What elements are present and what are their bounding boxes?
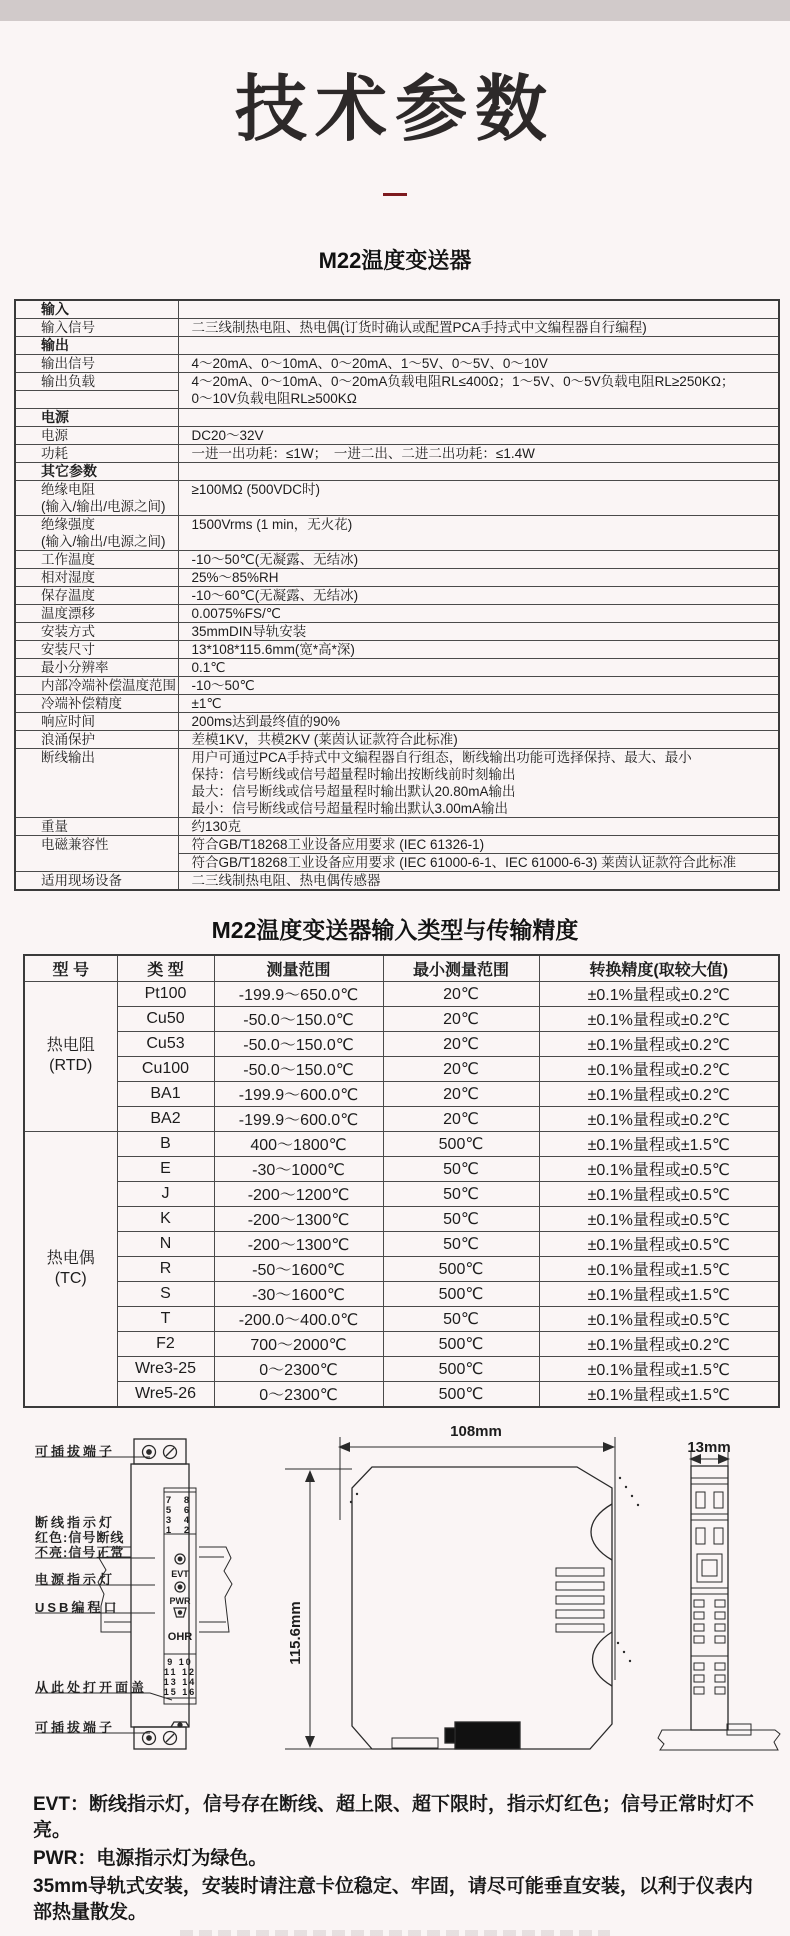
spec-row — [15, 817, 779, 835]
accuracy-cell: 500℃ — [383, 1131, 539, 1156]
accuracy-cell: J — [117, 1181, 214, 1206]
accuracy-cell: ±0.1%量程或±0.5℃ — [539, 1181, 779, 1206]
spec-label — [15, 604, 178, 622]
spec-value-line: 4～20mA、0～10mA、0～20mA、1～5V、0～5V、0～10V — [191, 355, 548, 371]
side-fins — [556, 1568, 604, 1632]
spec-table-title: M22温度变送器 — [318, 247, 472, 273]
spec-label-line — [41, 391, 178, 408]
spec-value — [178, 515, 779, 550]
spec-label-line: 安装方式 — [41, 623, 95, 639]
spec-value-line: 符合GB/T18268工业设备应用要求 (IEC 61000-6-1、IEC 61000-6-3) 莱茵认证款符合此标准 — [191, 854, 737, 870]
spec-section-label-line: 其它参数 — [41, 462, 97, 479]
accuracy-row — [24, 1156, 779, 1181]
spec-label-line: 温度漂移 — [41, 605, 95, 621]
spec-row — [15, 658, 779, 676]
accuracy-row — [24, 1256, 779, 1281]
accuracy-cell: 20℃ — [383, 1031, 539, 1056]
accuracy-cell: -50.0～150.0℃ — [214, 1031, 383, 1056]
spec-value-line: 13*108*115.6mm(宽*高*深) — [191, 641, 355, 657]
spec-value-line: 25%～85%RH — [191, 569, 279, 585]
accuracy-cell: B — [117, 1131, 214, 1156]
spec-value-line: 35mmDIN导轨安装 — [191, 623, 307, 639]
spec-row — [15, 586, 779, 604]
spec-value-line: 一进一出功耗：≤1W； 一进二出、二进二出功耗：≤1.4W — [191, 445, 535, 461]
label-plug-top: 可插拔端子 — [35, 1443, 116, 1459]
spec-value — [178, 730, 779, 748]
spec-label-line: 电源 — [41, 427, 68, 443]
dim-height-label: 115.6mm — [287, 1600, 304, 1665]
spec-value — [178, 853, 779, 871]
spec-label — [15, 676, 178, 694]
spec-value — [178, 372, 779, 408]
accuracy-cell: 0～2300℃ — [214, 1356, 383, 1381]
spec-row — [15, 480, 779, 515]
accuracy-cell: 400～1800℃ — [214, 1131, 383, 1156]
spec-row — [15, 372, 779, 390]
spec-label-line: 响应时间 — [41, 713, 95, 729]
spec-label — [15, 871, 178, 890]
dim-depth-label: 13mm — [687, 1438, 731, 1456]
spec-value — [178, 658, 779, 676]
label-evt-line2: 红色:信号断线 — [35, 1529, 125, 1545]
spec-label — [15, 694, 178, 712]
accuracy-cell: ±0.1%量程或±0.2℃ — [539, 1056, 779, 1081]
accuracy-cell: 500℃ — [383, 1256, 539, 1281]
spec-value-line: 最小：信号断线或信号超量程时输出默认3.00mA输出 — [191, 800, 509, 816]
spec-section-row — [15, 462, 779, 480]
spec-label-line: 安装尺寸 — [41, 641, 95, 657]
din-rail-end — [658, 1730, 780, 1750]
spec-label — [15, 835, 178, 871]
spec-section-row — [15, 300, 779, 319]
spec-value-line: 1500Vrms (1 min，无火花) — [191, 516, 353, 532]
spec-value-line: ≥100MΩ (500VDC时) — [191, 481, 321, 497]
accuracy-row — [24, 1106, 779, 1131]
spec-label — [15, 730, 178, 748]
spec-label-line: 相对湿度 — [41, 569, 95, 585]
accuracy-cell: -30～1600℃ — [214, 1281, 383, 1306]
accuracy-cell: 50℃ — [383, 1231, 539, 1256]
spec-row — [15, 712, 779, 730]
spec-label-line: 电磁兼容性 — [41, 836, 109, 852]
spec-label-line: 绝缘强度 — [41, 516, 95, 532]
accuracy-cell: ±0.1%量程或±0.5℃ — [539, 1206, 779, 1231]
spec-row — [15, 604, 779, 622]
accuracy-cell: ±0.1%量程或±0.5℃ — [539, 1231, 779, 1256]
accuracy-row — [24, 1306, 779, 1331]
accuracy-cell: 20℃ — [383, 1106, 539, 1131]
accuracy-cell: 20℃ — [383, 1006, 539, 1031]
spec-value — [178, 550, 779, 568]
spec-label-line: 绝缘电阻 — [41, 481, 95, 497]
spec-section-label-line: 电源 — [41, 408, 69, 425]
accuracy-cell: K — [117, 1206, 214, 1231]
spec-value-line: 差模1KV，共模2KV (莱茵认证款符合此标准) — [191, 731, 458, 747]
spec-value — [178, 426, 779, 444]
spec-row — [15, 354, 779, 372]
note-pwr: PWR：电源指示灯为绿色。 — [33, 1847, 268, 1869]
spec-section-value — [178, 408, 779, 426]
accuracy-cell: -200～1300℃ — [214, 1206, 383, 1231]
accuracy-header-cell: 型 号 — [24, 955, 117, 982]
brand-logo: OHR — [167, 1630, 193, 1643]
accuracy-table-body — [24, 981, 779, 1407]
accuracy-cell: E — [117, 1156, 214, 1181]
accuracy-cell: Wre3-25 — [117, 1356, 214, 1381]
spec-label-line: 断线输出 — [41, 749, 95, 765]
spec-section-label — [15, 462, 178, 480]
spec-value — [178, 694, 779, 712]
accuracy-cell: ±0.1%量程或±0.2℃ — [539, 1031, 779, 1056]
spec-row — [15, 318, 779, 336]
spec-value — [178, 748, 779, 817]
terminal-numbers-top: 5 6 — [165, 1504, 195, 1516]
accuracy-cell: Cu50 — [117, 1006, 214, 1031]
accuracy-cell: 0～2300℃ — [214, 1381, 383, 1407]
note-install: 35mm导轨式安装，安装时请注意卡位稳定、牢固，请尽可能垂直安装，以利于仪表内部热量散发。 — [33, 1875, 753, 1923]
terminal-numbers-top: 1 2 — [165, 1524, 195, 1536]
spec-value — [178, 835, 779, 853]
accuracy-cell: ±0.1%量程或±0.2℃ — [539, 1081, 779, 1106]
spec-section-label-line: 输入 — [41, 300, 69, 317]
accuracy-header-cell: 类 型 — [117, 955, 214, 982]
terminal-numbers-bottom: 9 10 — [167, 1656, 193, 1667]
spec-row — [15, 676, 779, 694]
accuracy-row — [24, 1206, 779, 1231]
spec-table-body — [15, 300, 779, 890]
accuracy-group-label — [24, 981, 117, 1131]
accuracy-cell: -50.0～150.0℃ — [214, 1006, 383, 1031]
dimension-diagrams — [0, 1408, 790, 1788]
accuracy-group-label — [24, 1131, 117, 1407]
label-usb-port: USB编程口 — [35, 1599, 120, 1615]
spec-row — [15, 871, 779, 890]
spec-label — [15, 550, 178, 568]
accuracy-cell: 500℃ — [383, 1331, 539, 1356]
accuracy-cell: ±0.1%量程或±0.5℃ — [539, 1306, 779, 1331]
accuracy-cell: ±0.1%量程或±0.2℃ — [539, 1006, 779, 1031]
accuracy-group-label-line: (TC) — [54, 1269, 87, 1287]
front-bottom-terminal — [134, 1727, 186, 1749]
spec-value-line: 4～20mA、0～10mA、0～20mA负载电阻RL≤400Ω；1～5V、0～5V负载电阻RL≥250KΩ； — [191, 373, 735, 389]
spec-value — [178, 817, 779, 835]
accuracy-row — [24, 1356, 779, 1381]
accuracy-cell: Wre5-26 — [117, 1381, 214, 1407]
spec-value — [178, 480, 779, 515]
accuracy-cell: 50℃ — [383, 1181, 539, 1206]
spec-label-line: 输出信号 — [41, 355, 95, 371]
spec-value-line: 符合GB/T18268工业设备应用要求 (IEC 61326-1) — [191, 836, 485, 852]
accuracy-row — [24, 1381, 779, 1407]
accuracy-cell: N — [117, 1231, 214, 1256]
spec-label-line: 保存温度 — [41, 587, 95, 603]
dim-width-label: 108mm — [450, 1422, 502, 1440]
terminal-numbers-bottom: 15 16 — [163, 1686, 197, 1697]
spec-label — [15, 586, 178, 604]
spec-label-line: 工作温度 — [41, 551, 95, 567]
spec-section-row — [15, 336, 779, 354]
narrow-body — [691, 1466, 728, 1730]
spec-value-line: 用户可通过PCA手持式中文编程器自行组态，断线输出功能可选择保持、最大、最小 — [191, 749, 692, 765]
accuracy-header-cell: 转换精度(取较大值) — [539, 955, 779, 982]
accuracy-row — [24, 1281, 779, 1306]
accuracy-cell: ±0.1%量程或±1.5℃ — [539, 1281, 779, 1306]
spec-label-line: 冷端补偿精度 — [41, 695, 122, 711]
spec-row — [15, 444, 779, 462]
label-evt-line1: 断线指示灯 — [35, 1514, 116, 1530]
accuracy-cell: -200～1300℃ — [214, 1231, 383, 1256]
label-evt-line3: 不亮:信号正常 — [35, 1544, 125, 1560]
spec-row — [15, 748, 779, 817]
spec-label-line: 内部冷端补偿温度范围 — [41, 677, 176, 693]
spec-label — [15, 372, 178, 390]
spec-row — [15, 568, 779, 586]
accuracy-cell: ±0.1%量程或±1.5℃ — [539, 1356, 779, 1381]
spec-value-line: 最大：信号断线或信号超量程时输出默认20.80mA输出 — [191, 783, 516, 799]
spec-row — [15, 730, 779, 748]
accuracy-cell: R — [117, 1256, 214, 1281]
spec-row — [15, 835, 779, 853]
spec-value-line: 0.0075%FS/℃ — [191, 605, 281, 621]
accuracy-header-cell: 最小测量范围 — [383, 955, 539, 982]
spec-table — [14, 299, 780, 891]
spec-label-line: (输入/输出/电源之间) — [41, 533, 166, 549]
accuracy-cell: -200～1200℃ — [214, 1181, 383, 1206]
terminal-numbers-top: 3 4 — [165, 1514, 195, 1526]
accuracy-cell: 20℃ — [383, 1081, 539, 1106]
accuracy-row — [24, 1331, 779, 1356]
accuracy-cell: -30～1000℃ — [214, 1156, 383, 1181]
spec-value-line: 200ms达到最终值的90% — [191, 713, 341, 729]
spec-value-line: 保持：信号断线或信号超量程时输出按断线前时刻输出 — [191, 766, 516, 782]
accuracy-cell: ±0.1%量程或±1.5℃ — [539, 1131, 779, 1156]
spec-label — [15, 817, 178, 835]
side-body-outline — [352, 1467, 612, 1749]
spec-label-line: 输出负载 — [41, 373, 95, 389]
spec-value-line: -10～50℃(无凝露、无结冰) — [191, 551, 359, 567]
spec-value-line: -10～60℃(无凝露、无结冰) — [191, 587, 359, 603]
spec-value — [178, 604, 779, 622]
label-open-cover: 从此处打开面盖 — [35, 1679, 148, 1695]
accuracy-cell: -50～1600℃ — [214, 1256, 383, 1281]
spec-section-label — [15, 336, 178, 354]
spec-row — [15, 515, 779, 550]
accuracy-table-title: M22温度变送器输入类型与传输精度 — [211, 916, 579, 943]
spec-label — [15, 515, 178, 550]
accuracy-cell: 20℃ — [383, 981, 539, 1006]
accuracy-row — [24, 1006, 779, 1031]
spec-section-value-line — [192, 301, 779, 318]
spec-section-value-line — [192, 337, 779, 354]
note-evt: EVT：断线指示灯，信号存在断线、超上限、超下限时，指示灯红色；信号正常时灯不亮。 — [33, 1793, 754, 1841]
accuracy-header-row — [24, 955, 779, 982]
accuracy-cell: BA1 — [117, 1081, 214, 1106]
accuracy-cell: 50℃ — [383, 1306, 539, 1331]
spec-label — [15, 712, 178, 730]
spec-value — [178, 712, 779, 730]
spec-value — [178, 622, 779, 640]
accuracy-cell: -199.9～600.0℃ — [214, 1106, 383, 1131]
accuracy-cell: ±0.1%量程或±0.5℃ — [539, 1156, 779, 1181]
spec-label — [15, 318, 178, 336]
spec-section-label — [15, 408, 178, 426]
spec-label-line: 重量 — [41, 818, 68, 834]
spec-value — [178, 676, 779, 694]
evt-label: EVT — [171, 1568, 189, 1579]
spec-section-row — [15, 408, 779, 426]
accuracy-cell: Pt100 — [117, 981, 214, 1006]
notes-section — [33, 1792, 766, 1926]
spec-row — [15, 426, 779, 444]
accuracy-cell: ±0.1%量程或±1.5℃ — [539, 1256, 779, 1281]
accuracy-cell: Cu53 — [117, 1031, 214, 1056]
spec-value — [178, 318, 779, 336]
accuracy-row — [24, 1181, 779, 1206]
spec-label-line: 适用现场设备 — [41, 872, 122, 888]
accuracy-cell: 700～2000℃ — [214, 1331, 383, 1356]
din-clip — [455, 1722, 520, 1749]
spec-label — [15, 444, 178, 462]
spec-value-line: 约130克 — [191, 818, 242, 834]
accuracy-row — [24, 1231, 779, 1256]
spec-label — [15, 426, 178, 444]
spec-label — [15, 354, 178, 372]
spec-value-line: 二三线制热电阻、热电偶传感器 — [191, 872, 381, 888]
spec-label — [15, 640, 178, 658]
accuracy-cell: -200.0～400.0℃ — [214, 1306, 383, 1331]
spec-value — [178, 640, 779, 658]
spec-value-line: ±1℃ — [191, 695, 222, 711]
spec-label — [15, 480, 178, 515]
spec-value-line: DC20～32V — [191, 427, 264, 443]
cutoff-faint-text — [180, 1930, 610, 1936]
accuracy-cell: 500℃ — [383, 1281, 539, 1306]
spec-label — [15, 622, 178, 640]
front-top-terminal — [134, 1439, 186, 1464]
title-accent-dash — [383, 193, 407, 196]
accuracy-cell: ±0.1%量程或±1.5℃ — [539, 1381, 779, 1407]
accuracy-cell: S — [117, 1281, 214, 1306]
spec-section-value — [178, 300, 779, 319]
spec-row — [15, 550, 779, 568]
spec-section-label-line: 输出 — [41, 336, 69, 353]
terminal-numbers-bottom: 13 14 — [163, 1676, 197, 1687]
spec-label — [15, 748, 178, 817]
spec-row — [15, 640, 779, 658]
accuracy-cell: ±0.1%量程或±0.2℃ — [539, 1331, 779, 1356]
spec-row — [15, 622, 779, 640]
spec-row — [15, 694, 779, 712]
spec-label-line: 最小分辨率 — [41, 659, 109, 675]
accuracy-row — [24, 1056, 779, 1081]
spec-label-line: (输入/输出/电源之间) — [41, 498, 166, 514]
spec-value-line: 0～10V负载电阻RL≥500KΩ — [191, 390, 357, 406]
spec-section-value — [178, 462, 779, 480]
accuracy-cell: BA2 — [117, 1106, 214, 1131]
top-band — [0, 0, 790, 21]
spec-section-value-line — [192, 409, 779, 426]
spec-label-line: 浪涌保护 — [41, 731, 95, 747]
spec-label — [15, 658, 178, 676]
accuracy-cell: ±0.1%量程或±0.2℃ — [539, 1106, 779, 1131]
spec-value — [178, 586, 779, 604]
accuracy-cell: ±0.1%量程或±0.2℃ — [539, 981, 779, 1006]
accuracy-row — [24, 1131, 779, 1156]
width-dimension — [340, 1437, 615, 1680]
spec-value-line: 二三线制热电阻、热电偶(订货时确认或配置PCA手持式中文编程器自行编程) — [191, 319, 647, 335]
accuracy-cell: 20℃ — [383, 1056, 539, 1081]
spec-value — [178, 354, 779, 372]
spec-value — [178, 568, 779, 586]
label-power-led: 电源指示灯 — [35, 1571, 116, 1587]
accuracy-cell: -50.0～150.0℃ — [214, 1056, 383, 1081]
accuracy-cell: 500℃ — [383, 1356, 539, 1381]
terminal-numbers-bottom: 11 12 — [163, 1666, 197, 1677]
spec-section-label — [15, 300, 178, 319]
pwr-label: PWR — [169, 1595, 191, 1606]
spec-label — [15, 390, 178, 408]
accuracy-row — [24, 981, 779, 1006]
dotted-guides — [350, 1476, 639, 1661]
spec-value-line: -10～50℃ — [191, 677, 255, 693]
terminal-numbers-top: 7 8 — [165, 1494, 195, 1506]
accuracy-cell: -199.9～600.0℃ — [214, 1081, 383, 1106]
accuracy-group-label-line: 热电偶 — [46, 1249, 95, 1267]
accuracy-cell: T — [117, 1306, 214, 1331]
spec-value — [178, 871, 779, 890]
accuracy-cell: 500℃ — [383, 1381, 539, 1407]
page-title: 技术参数 — [234, 70, 555, 150]
spec-section-value-line — [192, 463, 779, 480]
accuracy-group-label-line: 热电阻 — [46, 1037, 95, 1055]
accuracy-cell: 50℃ — [383, 1156, 539, 1181]
accuracy-cell: Cu100 — [117, 1056, 214, 1081]
accuracy-row — [24, 1031, 779, 1056]
spec-value — [178, 444, 779, 462]
spec-section-value — [178, 336, 779, 354]
spec-label — [15, 568, 178, 586]
spec-value-line: 0.1℃ — [191, 659, 226, 675]
spec-label-line: 输入信号 — [41, 319, 95, 335]
accuracy-cell: 50℃ — [383, 1206, 539, 1231]
label-plug-bottom: 可插拔端子 — [35, 1719, 116, 1735]
accuracy-header-cell: 测量范围 — [214, 955, 383, 982]
accuracy-row — [24, 1081, 779, 1106]
accuracy-group-label-line: (RTD) — [49, 1057, 93, 1075]
accuracy-cell: F2 — [117, 1331, 214, 1356]
accuracy-table — [23, 954, 780, 1408]
spec-label-line: 功耗 — [41, 445, 68, 461]
accuracy-cell: -199.9～650.0℃ — [214, 981, 383, 1006]
